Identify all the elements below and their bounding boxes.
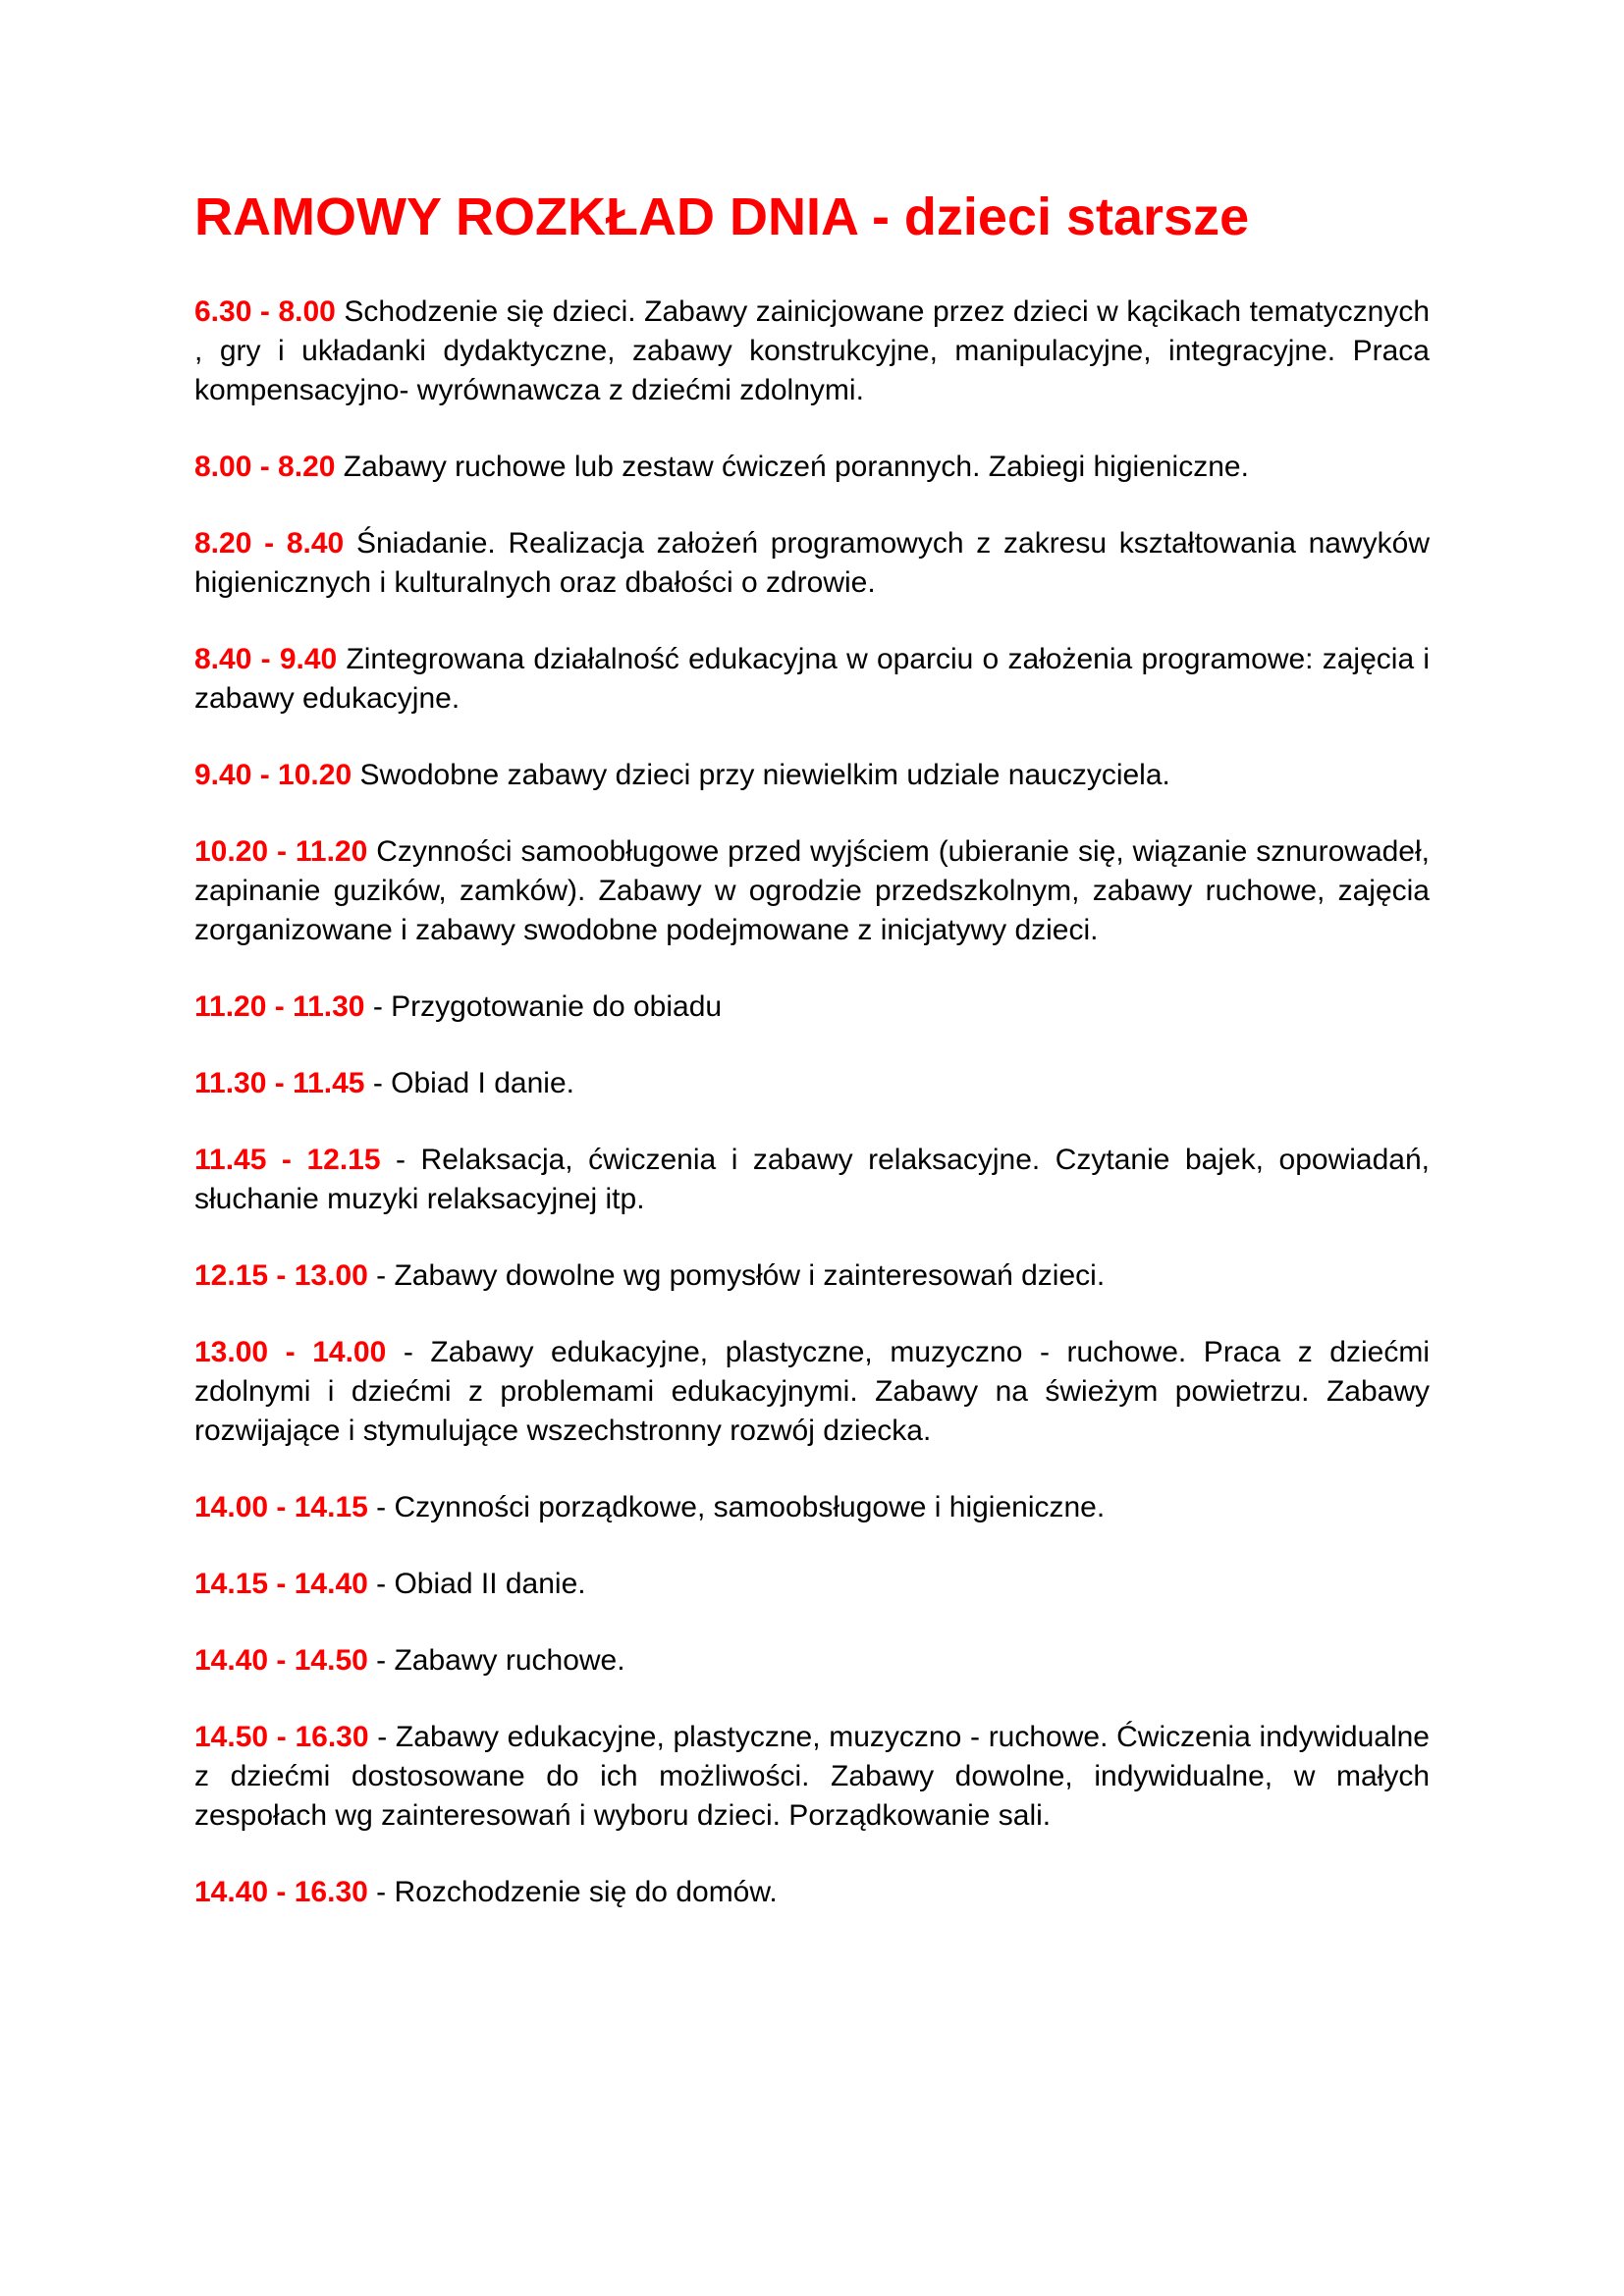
time-range: 8.40 - 9.40 <box>194 643 338 675</box>
schedule-entry <box>194 1333 1430 1451</box>
time-range: 6.30 - 8.00 <box>194 295 336 328</box>
schedule-entry <box>194 1488 1430 1527</box>
time-range: 13.00 - 14.00 <box>194 1336 387 1368</box>
activity-text: - Zabawy edukacyjne, plastyczne, muzyczno - ruchowe. Ćwiczenia indywidualne z dziećmi dostosowane do ich możliwości. Zabawy dowolne, indywidualne, w małych zespołach wg zainteresowań i wyboru dzieci. Porządkowanie sali. <box>194 1721 1430 1832</box>
time-range: 14.15 - 14.40 <box>194 1568 368 1600</box>
activity-text: Schodzenie się dzieci. Zabawy zainicjowane przez dzieci w kącikach tematycznych , gry i układanki dydaktyczne, zabawy konstrukcyjne, manipulacyjne, integracyjne. Praca kompensacyjno- wyrównawcza z dziećmi zdolnymi. <box>194 295 1431 406</box>
activity-text: Śniadanie. Realizacja założeń programowych z zakresu kształtowania nawyków higienicznych i kulturalnych oraz dbałości o zdrowie. <box>194 527 1430 599</box>
schedule-entry <box>194 832 1430 950</box>
schedule-entry <box>194 1256 1430 1296</box>
activity-text: Zabawy ruchowe lub zestaw ćwiczeń porannych. Zabiegi higieniczne. <box>335 451 1249 483</box>
activity-text: Czynności samoobługowe przed wyjściem (ubieranie się, wiązanie sznurowadeł, zapinanie guzików, zamków). Zabawy w ogrodzie przedszkolnym, zabawy ruchowe, zajęcia zorganizowane i zabawy swodobne podejmowane z inicjatywy dzieci. <box>194 835 1430 946</box>
time-range: 14.40 - 16.30 <box>194 1876 368 1908</box>
schedule-entry <box>194 1873 1430 1912</box>
time-range: 8.20 - 8.40 <box>194 527 345 560</box>
activity-text: Swodobne zabawy dzieci przy niewielkim udziale nauczyciela. <box>352 759 1170 791</box>
time-range: 14.00 - 14.15 <box>194 1491 368 1523</box>
page-title: RAMOWY ROZKŁAD DNIA - dzieci starsze <box>194 187 1250 246</box>
time-range: 12.15 - 13.00 <box>194 1259 368 1292</box>
schedule-entry <box>194 1141 1430 1219</box>
time-range: 11.30 - 11.45 <box>194 1067 365 1099</box>
schedule-entry <box>194 524 1430 603</box>
schedule-entry <box>194 1718 1430 1836</box>
activity-text: - Zabawy dowolne wg pomysłów i zainteresowań dzieci. <box>367 1259 1106 1292</box>
schedule-entry <box>194 293 1430 410</box>
activity-text: - Czynności porządkowe, samoobsługowe i higieniczne. <box>367 1491 1106 1523</box>
schedule-entry <box>194 756 1430 795</box>
activity-text: - Obiad II danie. <box>367 1568 586 1600</box>
activity-text: Zintegrowana działalność edukacyjna w oparciu o założenia programowe: zajęcia i zabawy edukacyjne. <box>194 643 1431 715</box>
activity-text: - Rozchodzenie się do domów. <box>367 1876 778 1908</box>
activity-text: - Relaksacja, ćwiczenia i zabawy relaksacyjne. Czytanie bajek, opowiadań, słuchanie muzyki relaksacyjnej itp. <box>194 1144 1430 1215</box>
time-range: 9.40 - 10.20 <box>194 759 352 791</box>
time-range: 8.00 - 8.20 <box>194 451 336 483</box>
time-range: 14.40 - 14.50 <box>194 1644 368 1677</box>
schedule-entry <box>194 448 1430 487</box>
time-range: 11.45 - 12.15 <box>194 1144 381 1176</box>
schedule-entry <box>194 988 1430 1027</box>
activity-text: - Zabawy edukacyjne, plastyczne, muzyczno - ruchowe. Praca z dziećmi zdolnymi i dziećmi z problemami edukacyjnymi. Zabawy na świeżym powietrzu. Zabawy rozwijające i stymulujące wszechstronny rozwój dziecka. <box>194 1336 1430 1447</box>
schedule-entry <box>194 1641 1430 1681</box>
activity-text: - Zabawy ruchowe. <box>367 1644 625 1677</box>
schedule-entry <box>194 1064 1430 1103</box>
schedule-entry <box>194 1565 1430 1604</box>
schedule-entry <box>194 640 1430 719</box>
time-range: 11.20 - 11.30 <box>194 990 365 1023</box>
time-range: 10.20 - 11.20 <box>194 835 368 868</box>
time-range: 14.50 - 16.30 <box>194 1721 369 1753</box>
schedule-list <box>194 293 1430 1912</box>
activity-text: - Przygotowanie do obiadu <box>364 990 723 1023</box>
activity-text: - Obiad I danie. <box>364 1067 574 1099</box>
